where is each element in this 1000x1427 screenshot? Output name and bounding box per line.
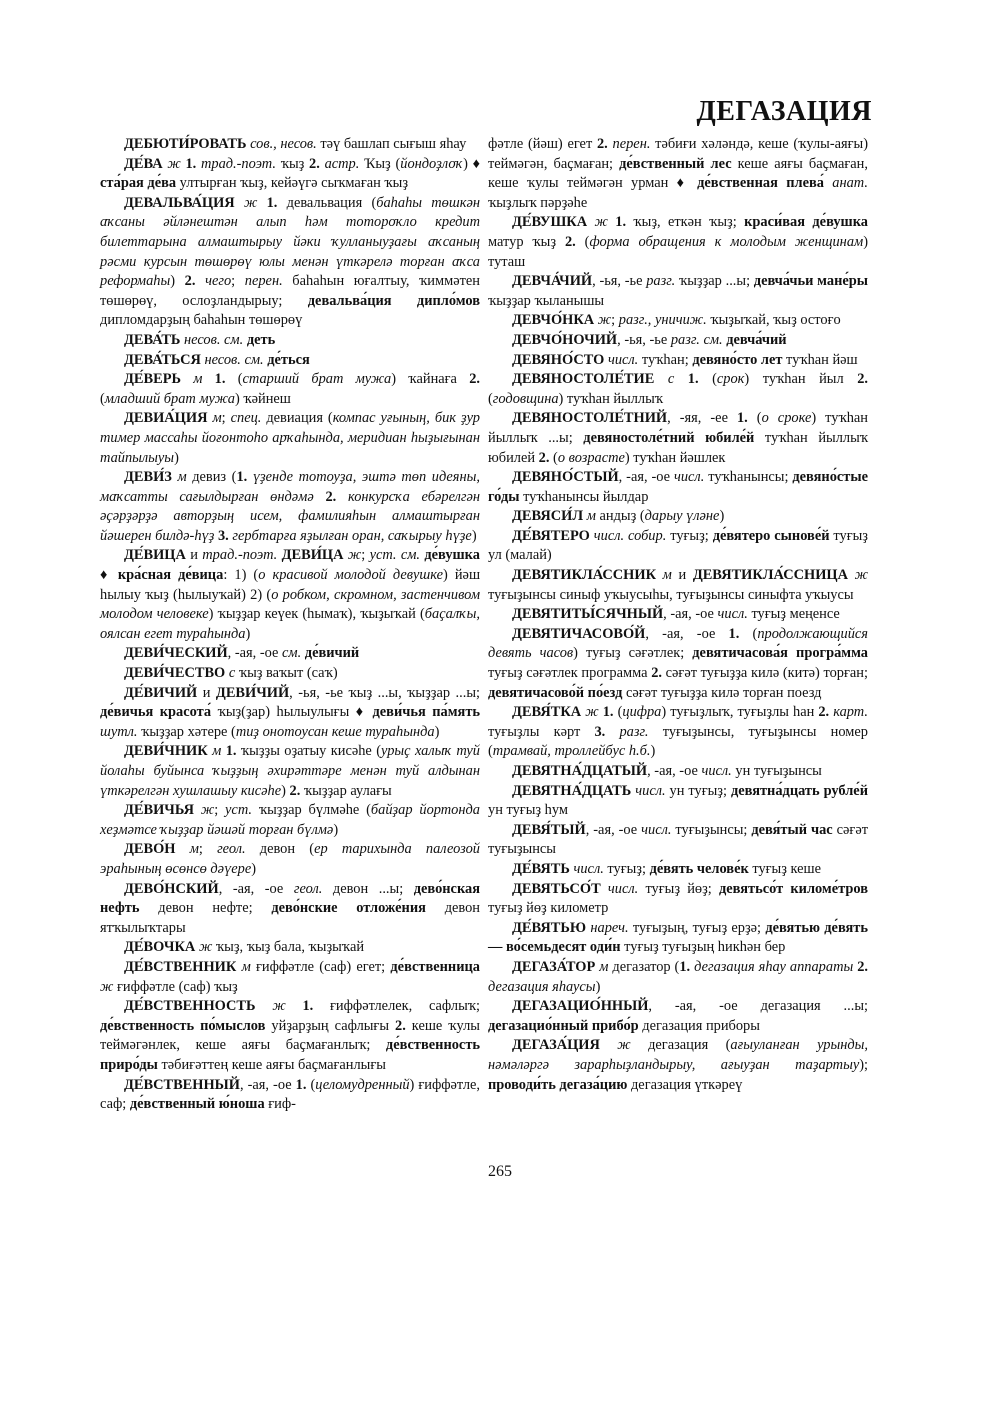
dictionary-entry: ДЕ́ВИЧИЙ и ДЕВИ́ЧИЙ, -ья, -ье ҡыҙ ...ы, ҡыҙҙар ...ы; де́вичья красота́ ҡыҙ(ҙар) һылыулығы ♦ деви́чья па́мять шутл. ҡыҙҙар хәтере (тиҙ онотоусан кеше тураһында) xyxy=(100,684,480,740)
dictionary-entry: ДЕВЧО́НКА ж; разг., уничиж. ҡыҙыҡай, ҡыҙ остоғо xyxy=(512,312,841,329)
running-header: ДЕГАЗАЦИЯ xyxy=(696,96,872,127)
dictionary-entry: ДЕВЯНОСТОЛЕ́ТНИЙ, -яя, -ее 1. (о сроке) туҡһан йыллыҡ ...ы; девяностоле́тний юбиле́й туҡһан йыллыҡ юбилей 2. (о возрасте) туҡһан йәшлек xyxy=(488,410,868,466)
page-number: 265 xyxy=(488,1163,512,1180)
dictionary-entry: ДЕБЮТИ́РОВАТЬ сов., несов. тәү башлап сығыш яһау xyxy=(124,136,467,152)
dictionary-entry: ДЕВЯТИКЛА́ССНИК м и ДЕВЯТИКЛА́ССНИЦА ж туғыҙынсы синыф уҡыусыһы, туғыҙынсы синыфта уҡыусы xyxy=(488,567,868,603)
dictionary-entry: ДЕГАЗА́ТОР м дегазатор (1. дегазация яһау аппараты 2. дегазация яһаусы) xyxy=(488,958,868,995)
dictionary-entry: ДЕГАЗАЦИО́ННЫЙ, -ая, -ое дегазация ...ы; дегазацио́нный прибо́р дегазация приборы xyxy=(488,998,868,1034)
dictionary-entry: ДЕВЯНОСТОЛЕ́ТИЕ с 1. (срок) туҡһан йыл 2. (годовщина) туҡһан йыллыҡ xyxy=(488,371,868,407)
dictionary-entry: ДЕ́ВСТВЕННЫЙ, -ая, -ое 1. (целомудренный) ғиффәтле, саф; де́вственный ю́ноша ғиф- xyxy=(100,1076,481,1113)
dictionary-entry: ДЕВЯСИ́Л м андыҙ (дарыу үләне) xyxy=(512,508,725,525)
dictionary-entry: ДЕ́ВУШКА ж 1. ҡыҙ, еткән ҡыҙ; краси́вая де́вушка матур ҡыҙ 2. (форма обращения к молодым женщинам) туташ xyxy=(488,214,868,270)
dictionary-entry: ДЕВЯТЬСО́Т числ. туғыҙ йөҙ; девятьсо́т киломе́тров туғыҙ йөҙ километр xyxy=(488,880,868,917)
dictionary-entry: ДЕ́ВЯТЬЮ нареч. туғыҙың, туғыҙ ерҙә; де́вятью де́вять — во́семьдесят оди́н туғыҙ туғыҙың һикһән бер xyxy=(488,919,868,956)
dictionary-entry: ДЕ́ВИЦА и трад.-поэт. ДЕВИ́ЦА ж; уст. см. де́вушка ♦ кра́сная де́вица: 1) (о красивой молодой девушке) йәш һылыу ҡыҙ (һылыуҡай) 2) (о робком, скромном, застенчивом молодом человеке) ҡыҙҙар кеүек (һымаҡ), ҡыҙыҡай (баҫалҡы, оялсан егет тураһында) xyxy=(100,547,481,642)
dictionary-entry: ДЕ́ВСТВЕННОСТЬ ж 1. ғиффәтлелек, сафлыҡ; де́вственность по́мыслов уйҙарҙың сафлығы 2. кеше ҡулы теймәгәнлек, кеше аяғы баҫмағанлыҡ; де́вственность приро́ды тәбиғәттең кеше аяғы баҫмағанлығы xyxy=(100,998,480,1073)
dictionary-entry: ДЕВО́НСКИЙ, -ая, -ое геол. девон ...ы; дево́нская нефть девон нефте; дево́нские отложе́ния девон ятҡылыҡтары xyxy=(100,880,481,936)
dictionary-entry: ДЕВЯТНА́ДЦАТЫЙ, -ая, -ое числ. ун туғыҙынсы xyxy=(512,763,822,779)
dictionary-entry: ДЕВЯТИТЫ́СЯЧНЫЙ, -ая, -ое числ. туғыҙ меңенсе xyxy=(512,606,840,623)
dictionary-entry: ДЕВЧА́ЧИЙ, -ья, -ье разг. ҡыҙҙар ...ы; девча́чьи мане́ры ҡыҙҙар ҡыланышы xyxy=(488,273,868,309)
dictionary-entry: ДЕ́ВОЧКА ж ҡыҙ, ҡыҙ бала, ҡыҙыҡай xyxy=(124,939,365,956)
dictionary-entry: ДЕВЯНО́СТЫЙ, -ая, -ое числ. туҡһанынсы; девяно́стые го́ды туҡһанынсы йылдар xyxy=(488,469,868,505)
dictionary-entry: ДЕВИ́ЧНИК м 1. ҡыҙҙы оҙатыу кисәһе (урыҫ халыҡ туй йолаһы буйынса ҡыҙҙың әхирәттәре менән туй алдынан үткәрелгән хушлашыу кисәһе) 2. ҡыҙҙар аулағы xyxy=(100,743,480,799)
dictionary-entry: ДЕВИ́ЧЕСТВО с ҡыҙ ваҡыт (саҡ) xyxy=(124,665,338,682)
dictionary-entry: ДЕВИА́ЦИЯ м; спец. девиация (компас уғының, бик ҙур тимер массаһы йоғонтоһо арҡаһында, меридиан һыҙығынан тайпылыуы) xyxy=(100,410,480,466)
dictionary-entry: ДЕ́ВЯТЬ числ. туғыҙ; де́вять челове́к туғыҙ кеше xyxy=(512,860,821,877)
dictionary-entry: ДЕВЧО́НОЧИЙ, -ья, -ье разг. см. девча́чий xyxy=(512,331,787,348)
left-column xyxy=(100,135,480,1115)
dictionary-entry: ДЕВЯНО́СТО числ. туҡһан; девяно́сто лет туҡһан йәш xyxy=(512,351,858,368)
dictionary-entry: ДЕВО́Н м; геол. девон (ер тарихында палеозой эраһының өсөнсө дәүере) xyxy=(100,841,480,877)
dictionary-entry: ДЕВАЛЬВА́ЦИЯ ж 1. девальвация (баһаһы төшкән аҡсаны әйләнештән алып һәм тотороҡло кредит билеттарына алмаштырыу йәки ҡулланыуҙағы аҡсаның рәсми курсын төшөрөү юлы менән үткәрелә торған аҡса реформаһы) 2. чего; перен. баһаһын юғалтыу, ҡиммәтен төшөрөү, ослоҙландырыу; девальва́ция дипло́мов дипломдарҙың баһаһын төшөрөү xyxy=(100,194,480,329)
dictionary-entry: ДЕ́ВА ж 1. трад.-поэт. ҡыҙ 2. астр. Ҡыҙ (йондоҙлоҡ) ♦ ста́рая де́ва ултырған ҡыҙ, кейәүгә сыҡмаған ҡыҙ xyxy=(100,155,480,192)
dictionary-entry: ДЕВЯ́ТЫЙ, -ая, -ое числ. туғыҙынсы; девя́тый час сәғәт туғыҙынсы xyxy=(488,821,868,858)
right-column xyxy=(488,135,868,1095)
dictionary-entry: фәтле (йәш) егет 2. перен. тәбиғи хәләндә, кеше (ҡулы-аяғы) теймәгән, баҫмаған; де́вственный лес кеше аяғы баҫмаған, кеше ҡулы теймәгән урман ♦ де́вственная плева́ анат. ҡыҙлыҡ пәрҙәһе xyxy=(488,136,868,211)
dictionary-entry: ДЕ́ВЯТЕРО числ. собир. туғыҙ; де́вятеро сынове́й туғыҙ ул (малай) xyxy=(488,527,868,564)
dictionary-entry: ДЕВИ́ЧЕСКИЙ, -ая, -ое см. де́вичий xyxy=(124,645,360,662)
dictionary-entry: ДЕ́ВСТВЕННИК м ғиффәтле (саф) егет; де́вственница ж ғиффәтле (саф) ҡыҙ xyxy=(100,958,480,995)
dictionary-entry: ДЕВЯТИЧАСОВО́Й, -ая, -ое 1. (продолжающийся девять часов) туғыҙ сәғәтлек; девятичасова́я програ́мма туғыҙ сәғәтлек программа 2. сәғәт туғыҙҙа килә (китә) торған; девятичасово́й по́езд сәғәт туғыҙҙа килә торған поезд xyxy=(488,625,868,701)
dictionary-entry: ДЕВЯТНА́ДЦАТЬ числ. ун туғыҙ; девятна́дцать рубле́й ун туғыҙ һум xyxy=(488,782,868,819)
dictionary-entry: ДЕВА́ТЬСЯ несов. см. де́ться xyxy=(124,351,310,368)
dictionary-entry: ДЕВЯ́ТКА ж 1. (цифра) туғыҙлыҡ, туғыҙлы һан 2. карт. туғыҙлы кәрт 3. разг. туғыҙынсы, туғыҙынсы номер (трамвай, троллейбус һ.б.) xyxy=(488,704,868,760)
dictionary-entry: ДЕ́ВИЧЬЯ ж; уст. ҡыҙҙар бүлмәһе (байҙар йортонда хеҙмәтсе ҡыҙҙар йәшәй торған бүлмә) xyxy=(100,802,480,838)
dictionary-entry: ДЕВА́ТЬ несов. см. деть xyxy=(124,331,276,348)
dictionary-entry: ДЕ́ВЕРЬ м 1. (старший брат мужа) ҡайнаға 2. (младший брат мужа) ҡәйнеш xyxy=(100,371,480,407)
dictionary-entry: ДЕВИ́З м девиз (1. үҙенде тотоуҙа, эштә төп идеяны, маҡсатты сағылдырған өндәмә 2. конкурсҡа ебәрелгән әҫәрҙәрҙә авторҙың исем, фамилияһын алмаштырған йәшерен билдә-һүҙ 3. гербтарға яҙылған оран, саҡырыу һүҙе) xyxy=(100,469,481,544)
dictionary-entry: ДЕГАЗА́ЦИЯ ж дегазация (ағыуланған урынды, нәмәләргә зарарһыҙландырыу, ағыуҙан таҙартыу); проводи́ть дегаза́цию дегазация үткәреү xyxy=(488,1037,868,1093)
